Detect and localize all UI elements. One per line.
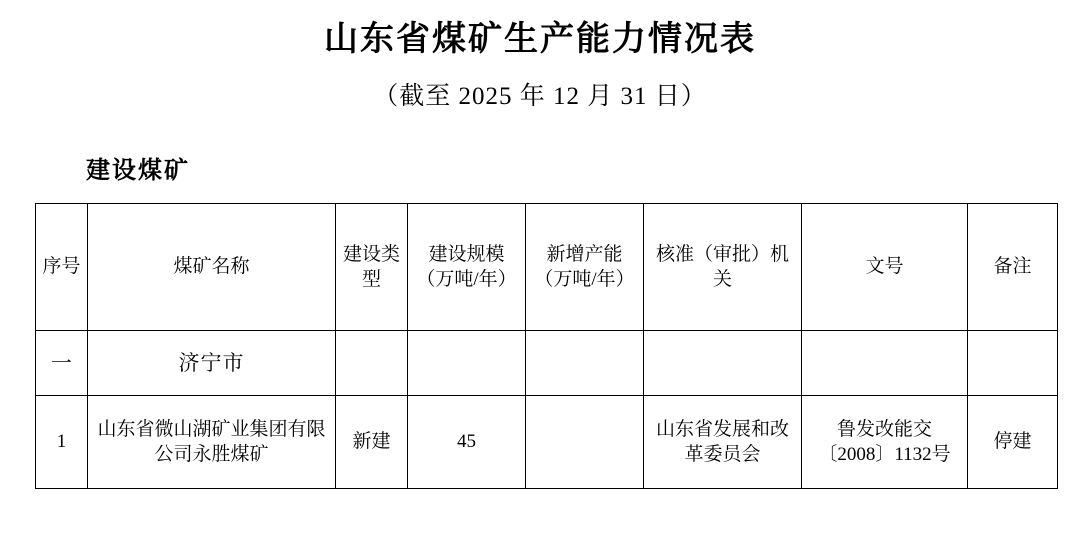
column-header-no: 序号	[36, 204, 88, 331]
table-header-row	[36, 204, 1058, 331]
cell-approval-org	[644, 331, 802, 396]
cell-added-capacity	[526, 396, 644, 489]
cell-remark: 停建	[968, 396, 1058, 489]
cell-added-capacity	[526, 331, 644, 396]
column-header-doc-number: 文号	[802, 204, 968, 331]
column-header-build-scale: 建设规模（万吨/年）	[408, 204, 526, 331]
cell-build-type: 新建	[336, 396, 408, 489]
cell-no: 1	[36, 396, 88, 489]
column-header-mine-name: 煤矿名称	[88, 204, 336, 331]
cell-mine-name: 山东省微山湖矿业集团有限公司永胜煤矿	[88, 396, 336, 489]
section-heading: 建设煤矿	[86, 158, 190, 185]
column-header-approval-org: 核准（审批）机关	[644, 204, 802, 331]
cell-approval-org: 山东省发展和改革委员会	[644, 396, 802, 489]
cell-doc-number: 鲁发改能交〔2008〕1132号	[802, 396, 968, 489]
cell-build-type	[336, 331, 408, 396]
table-row	[36, 331, 1058, 396]
cell-build-scale	[408, 331, 526, 396]
page-title: 山东省煤矿生产能力情况表	[324, 21, 756, 58]
coal-mine-capacity-table	[35, 203, 1058, 489]
cell-mine-name: 济宁市	[88, 331, 336, 396]
table-row	[36, 396, 1058, 489]
document-page	[0, 18, 1080, 554]
column-header-build-type: 建设类型	[336, 204, 408, 331]
page-subtitle: （截至 2025 年 12 月 31 日）	[373, 83, 707, 111]
cell-no: 一	[36, 331, 88, 396]
column-header-remark: 备注	[968, 204, 1058, 331]
column-header-added-capacity: 新增产能（万吨/年）	[526, 204, 644, 331]
cell-remark	[968, 331, 1058, 396]
cell-doc-number	[802, 331, 968, 396]
cell-build-scale: 45	[408, 396, 526, 489]
